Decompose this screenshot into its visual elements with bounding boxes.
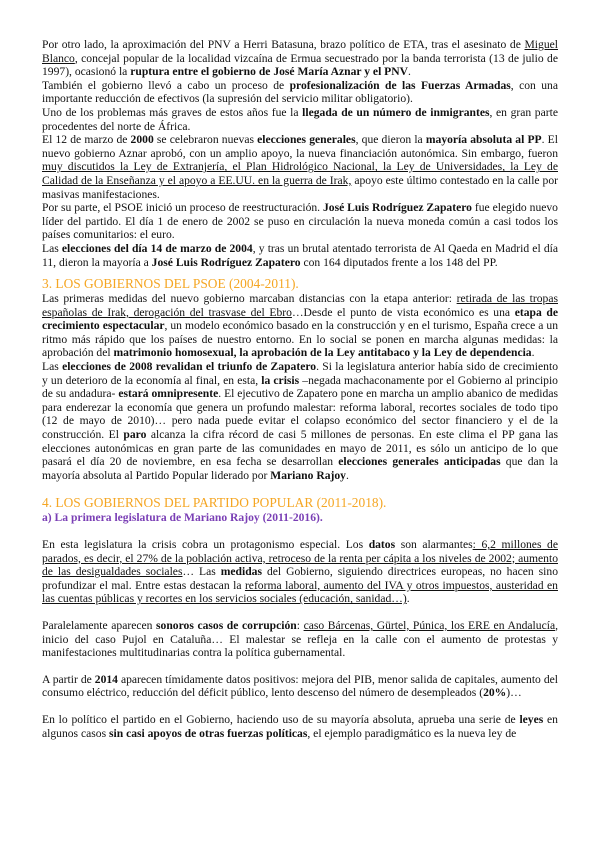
text-run: En lo político el partido en el Gobierno, haciendo uso de su mayoría absoluta, aprueba una serie de — [42, 712, 520, 726]
bold-text: elecciones del día 14 de marzo de 2004 — [61, 241, 253, 255]
section-heading-pp: 4. LOS GOBIERNOS DEL PARTIDO POPULAR (2011-2018). — [42, 495, 387, 511]
text-run: El 12 de marzo de — [42, 133, 131, 147]
paragraph-primeras-medidas — [42, 292, 558, 360]
bold-text: 2014 — [94, 672, 118, 686]
paragraph-leyes — [42, 713, 558, 740]
bold-text: paro — [123, 428, 147, 442]
text-run: Las primeras medidas del nuevo gobierno marcaban distancias con la etapa anterior: — [42, 292, 457, 306]
bold-text: ruptura entre el gobierno de José María Aznar y el PNV — [130, 65, 409, 79]
text-run: , con una importante reducción de efectivos (la supresión del servicio militar obligatorio). — [42, 78, 558, 106]
section-heading-psoe: 3. LOS GOBIERNOS DEL PSOE (2004-2011). — [42, 276, 299, 292]
bold-text: elecciones de 2008 revalidan el triunfo de Zapatero — [62, 360, 317, 374]
text-run: A partir de — [42, 672, 95, 686]
bold-text: etapa de crecimiento espectacular — [42, 305, 558, 333]
text-run: , el ejemplo paradigmático es la nueva ley de — [307, 726, 517, 740]
bold-text: sonoros casos de corrupción — [156, 618, 297, 632]
bold-text: mayoría absoluta al PP — [425, 133, 542, 147]
text-run: se celebraron nuevas — [153, 133, 258, 147]
bold-text: sin casi apoyos de otras fuerzas políticas — [108, 726, 308, 740]
text-run: , un modelo económico basado en la construcción y en el turismo, España crece a un ritmo más rápido que los países de nuestro entorno. En lo social se ponen en marcha algunas medidas: la aprobación del — [42, 319, 558, 360]
bold-text: José Luis Rodríguez Zapatero — [322, 201, 472, 215]
text-run: , concejal popular de la localidad vizcaína de Ermua secuestrado por la banda terrorista (13 de julio de 1997), ocasionó la — [42, 51, 558, 79]
bold-text: matrimonio homosexual, la aprobación de la Ley antitabaco y la Ley de dependencia — [113, 346, 532, 360]
bold-text: leyes — [519, 712, 544, 726]
text-run: Por su parte, el PSOE inició un proceso de reestructuración. — [42, 201, 323, 215]
bold-text: elecciones generales — [257, 133, 356, 147]
text-run: Las — [42, 360, 63, 374]
underlined-text: reforma laboral, aumento del IVA y otros impuestos, austeridad en las cuentas públicas y recortes en los servicios sociales (educación, sanidad…) — [42, 578, 558, 606]
underlined-text: : 6,2 millones de parados, es decir, el 27% de la población activa, retroceso de la renta per cápita a los niveles de 2002; aumento de las desigualdades sociales — [42, 538, 558, 579]
bold-text: 2000 — [130, 133, 154, 147]
underlined-text: caso Bárcenas, Gürtel, Púnica, los ERE en Andalucía — [303, 618, 556, 632]
text-run: . — [531, 346, 535, 360]
text-run: que dan la mayoría absoluta al Partido Popular liderado por — [42, 455, 558, 482]
text-run: : — [296, 618, 304, 632]
paragraph-inmigrantes — [42, 106, 558, 133]
bold-text: Mariano Rajoy — [270, 468, 346, 482]
subsection-heading-rajoy: a) La primera legislatura de Mariano Rajoy (2011-2016). — [42, 511, 323, 525]
paragraph-psoe-reestructuracion — [42, 201, 558, 242]
paragraph-elecciones-2000 — [42, 133, 558, 201]
text-run: aparecen tímidamente datos positivos: mejora del PIB, menor salida de capitales, aumento del consumo eléctrico, reducción del déficit público, lento descenso del número de desempleados ( — [42, 672, 558, 700]
text-run: del Gobierno, siguiendo directrices europeas, no hacen sino profundizar el mal. Entre estas destacan la — [42, 565, 558, 592]
bold-text: elecciones generales anticipadas — [338, 455, 501, 469]
text-run: Las — [42, 241, 62, 255]
text-run: . El nuevo gobierno Aznar aprobó, con un amplio apoyo, la nueva financiación autonómica. Sin embargo, fueron — [42, 133, 558, 160]
text-run: …Desde el punto de vista económico es una — [291, 305, 515, 319]
text-run: Por otro lado, la aproximación del PNV a Herri Batasuna, brazo político de ETA, tras el asesinato de — [42, 38, 525, 51]
paragraph-elecciones-2008 — [42, 360, 558, 482]
text-run: . Si la legislatura anterior había sido de crecimiento y un deterioro de la economía al final, en esta, — [42, 360, 558, 387]
bold-text: llegada de un número de inmigrantes — [302, 105, 490, 119]
paragraph-pnv-ruptura — [42, 38, 558, 79]
underlined-text: retirada de las tropas españolas de Irak, derogación del trasvase del Ebro — [42, 292, 558, 319]
text-run: son alarmantes — [395, 538, 473, 551]
bold-text: medidas — [220, 565, 262, 579]
text-run: en algunos casos — [42, 712, 558, 740]
paragraph-corrupcion — [42, 619, 558, 660]
paragraph-elecciones-2004 — [42, 242, 558, 269]
bold-text: datos — [368, 538, 396, 551]
text-run: , en gran parte procedentes del norte de África. — [42, 105, 558, 133]
text-run: )… — [506, 686, 522, 700]
text-run: . — [345, 468, 349, 482]
text-run: Uno de los problemas más graves de estos años fue la — [42, 105, 303, 119]
paragraph-datos-2014 — [42, 673, 558, 700]
text-run: alcanza la cifra récord de casi 5 millones de personas. En este clima el PP gana las elecciones autonómicas en gran parte de las comunidades en mayo de 2011, es sólo un anticipo de lo que pasará el día 20 de noviembre, en esa fecha se desarrollan — [42, 428, 558, 469]
bold-text: José Luis Rodríguez Zapatero — [151, 255, 301, 269]
text-run: con 164 diputados frente a los 148 del PP. — [300, 255, 498, 269]
text-run: . El ejecutivo de Zapatero pone en marcha un amplio abanico de medidas para enderezar la economía que genera un profundo malestar: reforma laboral, recortes sociales de todo tipo (12 de mayo de 2010)… pero nada puede evitar el colapso económico del sector financiero y el de la construcción. El — [42, 387, 558, 442]
bold-text: estará omnipresente — [118, 387, 219, 401]
bold-text: profesionalización de las Fuerzas Armadas — [289, 78, 511, 92]
text-run: –negada machaconamente por el Gobierno al principio de su andadura- — [42, 373, 558, 401]
text-run: También el gobierno llevó a cabo un proceso de — [42, 78, 290, 92]
text-run: Paralelamente aparecen — [42, 618, 157, 632]
text-run: fue elegido nuevo líder del partido. El día 1 de enero de 2002 se puso en circulación la nueva moneda común a casi todos los países comunitarios: el euro. — [42, 201, 558, 242]
text-run: … Las — [182, 565, 221, 579]
underlined-text: Miguel Blanco — [42, 38, 558, 65]
bold-text: 20% — [483, 686, 507, 700]
text-run: , que dieron la — [355, 133, 426, 147]
underlined-text: muy discutidos la Ley de Extranjería, el Plan Hidrológico Nacional, la Ley de Universidades, la Ley de Calidad de la Enseñanza y el apoyo a EE.UU. en la guerra de Irak, — [42, 160, 558, 187]
text-run: En esta legislatura la crisis cobra un protagonismo especial. Los — [42, 538, 369, 551]
paragraph-crisis — [42, 538, 558, 606]
text-run: . — [408, 65, 411, 79]
text-run: apoyo este último contestado en la calle por masivas manifestaciones. — [42, 173, 558, 201]
text-run: , inicio del caso Pujol en Cataluña… El malestar se refleja en la calle con el aumento de protestas y manifestaciones multitudinarias contra la política gubernamental. — [42, 618, 558, 660]
bold-text: la crisis — [261, 373, 300, 387]
text-run: . — [406, 592, 410, 606]
paragraph-fuerzas-armadas — [42, 79, 558, 106]
text-run: , y tras un brutal atentado terrorista de Al Qaeda en Madrid el día 11, dieron la mayoría a — [42, 241, 558, 269]
